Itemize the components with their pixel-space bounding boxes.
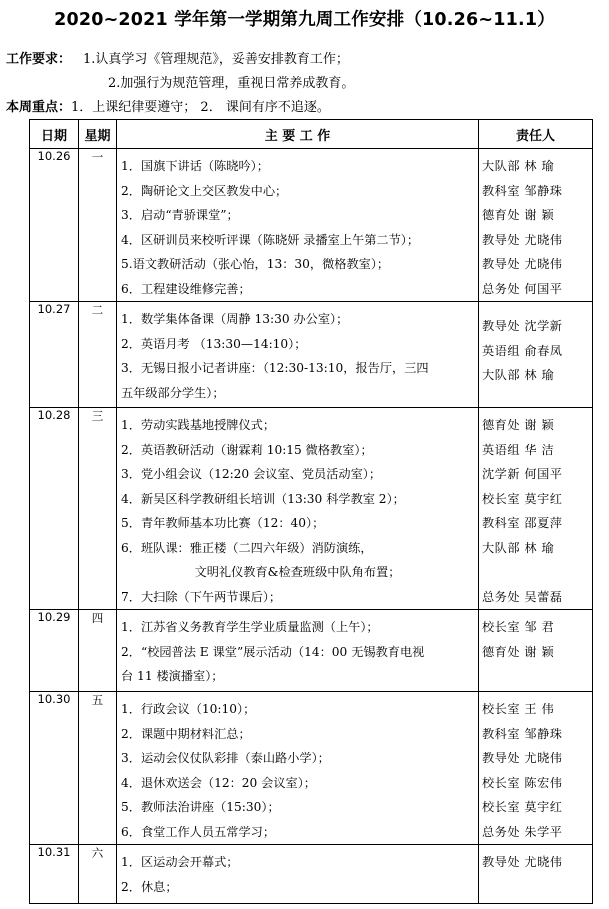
task-item: 1．区运动会开幕式； — [121, 855, 239, 869]
task-item: 1．数学集体备课（周静 13:30 办公室）； — [121, 312, 349, 326]
responsible-item: 英语组 俞春凤 — [482, 343, 563, 358]
task-item: 5.语文教研活动（张心怡，13：30，微格教室）； — [121, 257, 390, 271]
responsible-item: 校长室 莫宇红 — [482, 800, 563, 814]
table-row — [30, 610, 593, 692]
responsible-item: 总务处 吴蕾磊 — [482, 589, 563, 604]
responsible-item: 教导处 尤晓伟 — [482, 257, 563, 271]
responsible-item: 教导处 尤晓伟 — [482, 855, 563, 869]
header-date: 日期 — [30, 120, 79, 149]
table-row — [30, 149, 593, 302]
responsible-item: 大队部 林 瑜 — [482, 540, 555, 555]
task-item: 5．青年教师基本功比赛（12：40）； — [121, 516, 325, 530]
table-row — [30, 408, 593, 610]
responsible-cell — [479, 302, 593, 408]
tasks-cell — [117, 302, 479, 408]
focus-text: 1．上课纪律要遵守； 2． 课间有序不追逐。 — [71, 100, 330, 115]
task-item: 文明礼仪教育&检查班级中队角布置； — [194, 565, 401, 579]
task-item: 7．大扫除（下午两节课后）； — [121, 589, 282, 604]
responsible-item: 校长室 莫宇红 — [482, 491, 563, 506]
task-item: 2．休息； — [121, 879, 178, 894]
responsible-item: 德育处 谢 颖 — [482, 208, 555, 222]
responsible-item: 教科室 邹静珠 — [482, 183, 563, 198]
responsible-cell — [479, 408, 593, 610]
task-item: 3．党小组会议（12:20 会议室、党员活动室）； — [121, 467, 382, 481]
schedule-table — [29, 119, 593, 904]
responsible-item — [479, 560, 592, 585]
responsible-item: 德育处 谢 颖 — [482, 418, 555, 432]
responsible-item: 大队部 林 瑜 — [482, 368, 555, 382]
date-cell: 10.29 — [30, 610, 79, 692]
responsible-item: 教导处 尤晓伟 — [482, 751, 563, 765]
requirement-item: 2.加强行为规范管理，重视日常养成教育。 — [108, 76, 355, 91]
task-item: 2．陶研论文上交区教发中心； — [121, 183, 288, 198]
responsible-item: 大队部 林 瑜 — [482, 159, 555, 173]
weekday-cell: 二 — [79, 302, 117, 408]
responsible-item: 英语组 华 洁 — [482, 442, 555, 457]
task-item: 2．英语月考 （13:30—14:10）； — [121, 336, 307, 351]
task-item: 3．启动“青骄课堂”； — [121, 208, 239, 222]
task-item: 2．英语教研活动（谢霖莉 10:15 微格教室）； — [121, 442, 373, 457]
responsible-item: 教导处 尤晓伟 — [482, 232, 563, 247]
task-item: 6．工程建设维修完善； — [121, 281, 251, 296]
weekday-cell: 五 — [79, 692, 117, 845]
table-row — [30, 302, 593, 408]
header-work: 主 要 工 作 — [117, 120, 479, 149]
page-title: 2020~2021 学年第一学期第九周工作安排（10.26~11.1） — [54, 10, 555, 30]
task-item: 4．新吴区科学教研组长培训（13:30 科学教室 2）； — [121, 491, 405, 506]
task-item: 2．“校园普法 E 课堂”展示活动（14：00 无锡教育电视 — [121, 644, 425, 659]
weekday-cell: 六 — [79, 845, 117, 904]
tasks-cell — [117, 845, 479, 904]
requirements-line-1 — [6, 48, 349, 67]
date-cell: 10.27 — [30, 302, 79, 408]
task-item: 2．课题中期材料汇总； — [121, 726, 251, 741]
task-item: 1．国旗下讲话（陈晓吟）； — [121, 159, 269, 173]
responsible-cell — [479, 149, 593, 302]
tasks-cell — [117, 692, 479, 845]
responsible-item: 教科室 邹静珠 — [482, 726, 563, 741]
task-item: 6．班队课：雅正楼（二四六年级）消防演练， — [121, 540, 373, 555]
focus-label: 本周重点： — [6, 100, 72, 115]
date-cell: 10.26 — [30, 149, 79, 302]
responsible-item: 校长室 陈宏伟 — [482, 775, 563, 790]
focus-line — [6, 96, 330, 115]
responsible-item: 教科室 邵夏萍 — [482, 516, 563, 530]
requirement-item: 1.认真学习《管理规范》，妥善安排教育工作； — [83, 52, 349, 67]
responsible-item: 校长室 王 伟 — [482, 702, 555, 716]
date-cell: 10.30 — [30, 692, 79, 845]
responsible-item: 总务处 何国平 — [482, 281, 563, 296]
header-weekday: 星期 — [79, 120, 117, 149]
table-row — [30, 845, 593, 904]
tasks-cell — [117, 408, 479, 610]
task-item: 4．区研训员来校听评课（陈晓妍 录播室上午第二节）； — [121, 232, 420, 247]
responsible-item: 沈学新 何国平 — [482, 467, 563, 481]
task-item: 1．行政会议（10:10）； — [121, 702, 256, 716]
responsible-cell — [479, 692, 593, 845]
requirements-label: 工作要求： — [6, 52, 72, 67]
tasks-cell — [117, 149, 479, 302]
date-cell: 10.28 — [30, 408, 79, 610]
weekday-cell: 一 — [79, 149, 117, 302]
task-item: 3．运动会仪仗队彩排（泰山路小学）； — [121, 751, 330, 765]
task-item: 台 11 楼演播室）； — [121, 669, 224, 683]
responsible-item: 德育处 谢 颖 — [482, 644, 555, 659]
task-item: 6．食堂工作人员五常学习； — [121, 824, 276, 839]
weekday-cell: 四 — [79, 610, 117, 692]
weekday-cell: 三 — [79, 408, 117, 610]
task-item: 五年级部分学生）； — [121, 385, 225, 400]
responsible-item: 校长室 邹 君 — [482, 620, 555, 634]
task-item: 1．劳动实践基地授牌仪式； — [121, 418, 276, 432]
responsible-item: 教导处 沈学新 — [482, 319, 563, 333]
responsible-cell — [479, 845, 593, 904]
table-header-row — [30, 120, 593, 149]
tasks-cell — [117, 610, 479, 692]
responsible-cell — [479, 610, 593, 692]
task-item: 4．退休欢送会（12：20 会议室）； — [121, 775, 316, 790]
task-item: 3．无锡日报小记者讲座：（12:30-13:10，报告厅，三四 — [121, 361, 429, 375]
header-responsible: 责任人 — [479, 120, 593, 149]
table-row — [30, 692, 593, 845]
task-item: 1．江苏省义务教育学生学业质量监测（上午）； — [121, 620, 379, 634]
date-cell: 10.31 — [30, 845, 79, 904]
task-item: 5．教师法治讲座（15:30）； — [121, 800, 280, 814]
responsible-item: 总务处 朱学平 — [482, 824, 563, 839]
